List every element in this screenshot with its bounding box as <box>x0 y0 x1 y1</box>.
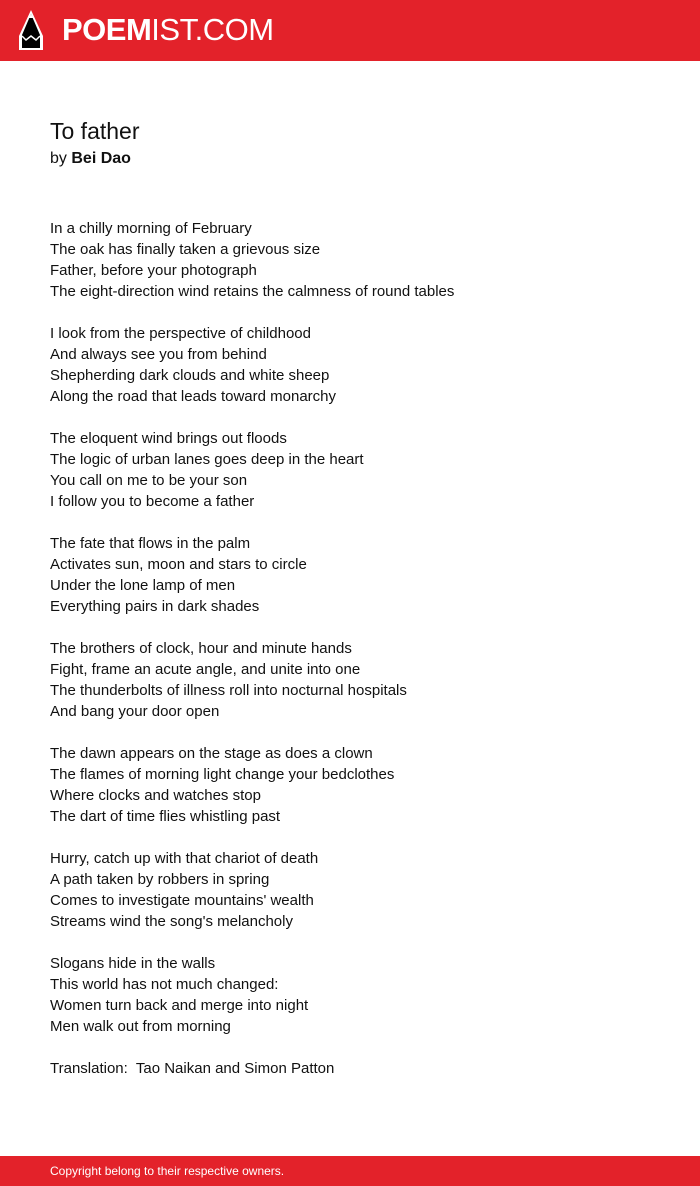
poem-line: The brothers of clock, hour and minute hands <box>50 640 352 657</box>
site-logo-link[interactable] <box>62 10 274 50</box>
poem-line: This world has not much changed: <box>50 976 279 993</box>
poem-line: Activates sun, moon and stars to circle <box>50 556 307 573</box>
byline <box>50 148 131 170</box>
copyright-text: Copyright belong to their respective owners. <box>50 1164 285 1178</box>
header-bar <box>0 0 700 61</box>
brand-bold-text: POEM <box>62 12 152 47</box>
poem-body <box>50 218 670 1058</box>
poem-line: Father, before your photograph <box>50 262 257 279</box>
poem-stanza <box>50 218 670 302</box>
poem-title: To father <box>50 118 140 144</box>
poem-stanza <box>50 743 670 827</box>
poem-line: The oak has finally taken a grievous size <box>50 241 321 258</box>
poem-line: I follow you to become a father <box>50 493 255 510</box>
poem-stanza <box>50 323 670 407</box>
poem-line: Shepherding dark clouds and white sheep <box>50 367 330 384</box>
poem-line: Everything pairs in dark shades <box>50 598 260 615</box>
poem-line: The thunderbolts of illness roll into nocturnal hospitals <box>50 682 407 699</box>
poem-line: The fate that flows in the palm <box>50 535 251 552</box>
poem-stanza <box>50 428 670 512</box>
poem-line: Hurry, catch up with that chariot of death <box>50 850 319 867</box>
poem-line: Men walk out from morning <box>50 1018 231 1035</box>
poem-stanza <box>50 953 670 1037</box>
poem-line: A path taken by robbers in spring <box>50 871 270 888</box>
poem-line: Slogans hide in the walls <box>50 955 216 972</box>
poem-line: The logic of urban lanes goes deep in the heart <box>50 451 364 468</box>
poem-line: Along the road that leads toward monarchy <box>50 388 337 405</box>
poem-line: And always see you from behind <box>50 346 267 363</box>
poem-stanza <box>50 848 670 932</box>
poem-line: Fight, frame an acute angle, and unite into one <box>50 661 361 678</box>
poem-line: Streams wind the song's melancholy <box>50 913 293 930</box>
poem-line: You call on me to be your son <box>50 472 248 489</box>
poem-line: Women turn back and merge into night <box>50 997 309 1014</box>
author-name: Bei Dao <box>71 150 131 167</box>
poem-line: The eloquent wind brings out floods <box>50 430 287 447</box>
pencil-tip-icon <box>18 9 44 51</box>
brand-light-text: IST.COM <box>151 12 274 47</box>
poem-line: In a chilly morning of February <box>50 220 252 237</box>
by-prefix: by <box>50 150 67 167</box>
translation-credit: Translation: Tao Naikan and Simon Patton <box>50 1060 335 1077</box>
poem-line: The flames of morning light change your bedclothes <box>50 766 395 783</box>
poem-line: The eight-direction wind retains the calmness of round tables <box>50 283 455 300</box>
poem-stanza <box>50 638 670 722</box>
poem-stanza <box>50 533 670 617</box>
footer-bar <box>0 1156 700 1186</box>
poem-line: And bang your door open <box>50 703 220 720</box>
poem-line: Comes to investigate mountains' wealth <box>50 892 314 909</box>
poem-line: I look from the perspective of childhood <box>50 325 311 342</box>
poem-line: Where clocks and watches stop <box>50 787 261 804</box>
poem-line: The dawn appears on the stage as does a clown <box>50 745 373 762</box>
poem-line: Under the lone lamp of men <box>50 577 236 594</box>
poem-line: The dart of time flies whistling past <box>50 808 281 825</box>
